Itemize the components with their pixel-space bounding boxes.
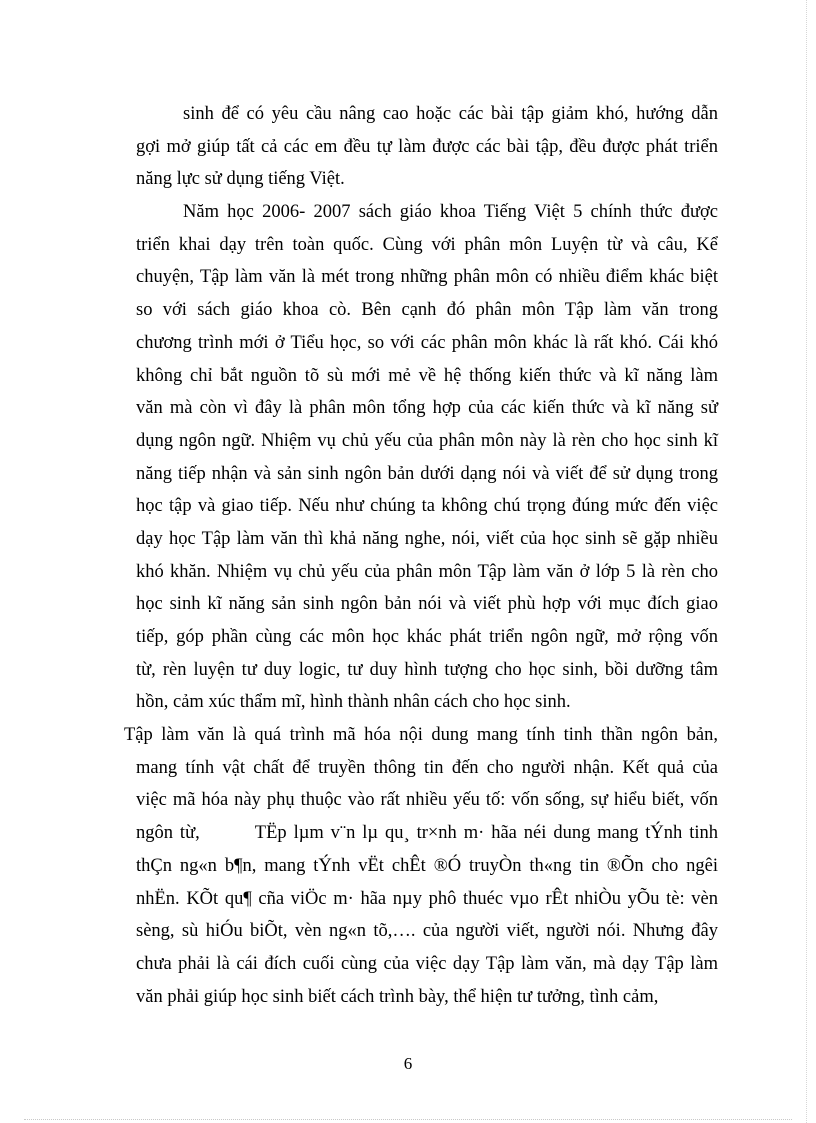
text-line: chuyện, Tập làm văn là mét trong những phân môn có nhiều điểm khác biệt [136, 267, 718, 288]
body-text [124, 98, 718, 1013]
page-number: 6 [403, 1054, 413, 1073]
text-line: nhËn. KÕt qu¶ cña viÖc m· hãa nµy phô thuéc vµo rÊt nhiÒu yÕu tè: vèn [136, 888, 718, 909]
text-line: sèng, sù hiÓu biÕt, vèn ng«n tõ,…. của người viết, người nói. Nhưng đây [136, 921, 718, 942]
text-line: thÇn ng«n b¶n, mang tÝnh vËt chÊt ®Ó truyÒn th«ng tin ®Õn cho ngêi [136, 855, 718, 876]
text-line: văn phải giúp học sinh biết cách trình bày, thể hiện tư tưởng, tình cảm, [136, 986, 659, 1007]
text-line: từ, rèn luyện tư duy logic, tư duy hình tượng cho học sinh, bồi dưỡng tâm [136, 659, 718, 680]
text-line: Tập làm văn là quá trình mã hóa nội dung mang tính tinh thần ngôn bản, [124, 725, 718, 746]
text-line: học sinh kĩ năng sản sinh ngôn bản nói và viết phù hợp với mục đích giao [136, 594, 718, 615]
text-line: học tập và giao tiếp. Nếu như chúng ta không chú trọng đúng mức đến việc [136, 496, 718, 517]
text-line: gợi mở giúp tất cả các em đều tự làm được các bài tập, đều được phát triển [136, 136, 718, 157]
text-line: khó khăn. Nhiệm vụ chủ yếu của phân môn Tập làm văn ở lớp 5 là rèn cho [136, 561, 718, 582]
text-line: dụng ngôn ngữ. Nhiệm vụ chủ yếu của phân môn này là rèn cho học sinh kĩ [136, 430, 718, 451]
text-line: tiếp, góp phần cùng các môn học khác phát triển ngôn ngữ, mở rộng vốn [136, 627, 718, 647]
text-line: hồn, cảm xúc thẩm mĩ, hình thành nhân cách cho học sinh. [136, 692, 571, 713]
text-line: triển khai dạy trên toàn quốc. Cùng với phân môn Luyện từ và câu, Kể [136, 234, 718, 255]
text-line: văn mà còn vì đây là phân môn tổng hợp của các kiến thức và kĩ năng sử [136, 398, 718, 419]
page-bottom-border [24, 1119, 792, 1120]
text-line: dạy học Tập làm văn thì khả năng nghe, nói, viết của học sinh sẽ gặp nhiều [136, 528, 718, 549]
text-line: năng lực sử dụng tiếng Việt. [136, 169, 345, 190]
text-line: không chỉ bắt nguồn tõ sù mới mẻ về hệ thống kiến thức và kĩ năng làm [136, 365, 718, 386]
text-line: năng tiếp nhận và sản sinh ngôn bản dưới dạng nói và viết để sử dụng trong [136, 463, 718, 484]
text-line: chưa phải là cái đích cuối cùng của việc dạy Tập làm văn, mà dạy Tập làm [136, 953, 718, 974]
text-line: chương trình mới ở Tiểu học, so với các phân môn khác là rất khó. Cái khó [136, 332, 718, 353]
text-line: mang tính vật chất để truyền thông tin đến cho người nhận. Kết quả của [136, 757, 718, 778]
text-line: sinh để có yêu cầu nâng cao hoặc các bài tập giảm khó, hướng dẫn [183, 104, 718, 124]
page-right-border [806, 0, 807, 1123]
text-line: Năm học 2006- 2007 sách giáo khoa Tiếng Việt 5 chính thức được [183, 202, 718, 223]
text-line: việc mã hóa này phụ thuộc vào rất nhiều yếu tố: vốn sống, sự hiểu biết, vốn [136, 790, 718, 811]
text-line: so với sách giáo khoa cò. Bên cạnh đó phân môn Tập làm văn trong [136, 300, 718, 321]
text-line: ngôn từ, TËp lµm v¨n lµ qu¸ tr×nh m· hãa néi dung mang tÝnh tinh [136, 823, 718, 844]
